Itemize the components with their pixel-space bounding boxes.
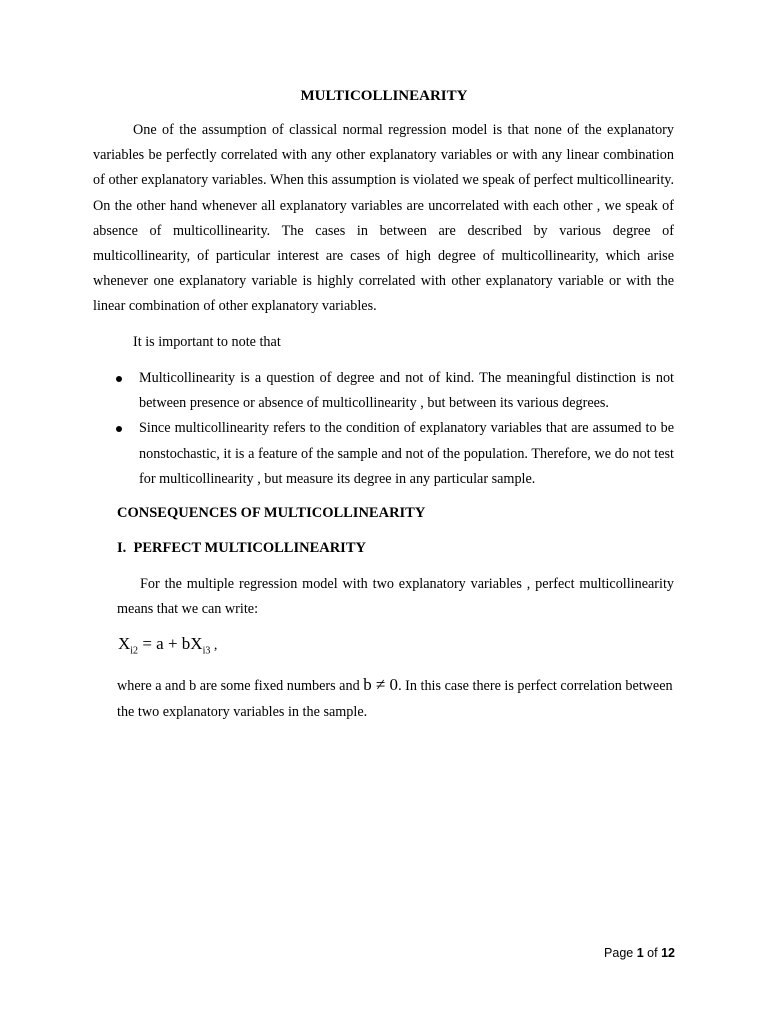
bullet-text: Multicollinearity is a question of degree and not of kind. The meaningful distinction is not between presence or absence of multicollinearity , but between its various degrees.: [139, 370, 674, 412]
where-text-before: where a and b are some fixed numbers and: [117, 678, 364, 694]
subsection-heading: I. PERFECT MULTICOLLINEARITY: [117, 540, 366, 556]
list-item: [93, 416, 674, 492]
formula-rhs-subscript: i3: [202, 645, 211, 657]
intro-paragraph: One of the assumption of classical normal regression model is that none of the explanatory variables be perfectly correlated with any other explanatory variables or with any linear combination of other explanatory variables. When this assumption is violated we speak of perfect multicollinearity. On the other hand whenever all explanatory variables are uncorrelated with each other , we speak of absence of multicollinearity. The cases in between are described by various degree of multicollinearity, of particular interest are cases of high degree of multicollinearity, which arise whenever one explanatory variable is highly correlated with other explanatory variable or with the linear combination of other explanatory variables.: [93, 122, 674, 315]
bullet-text: Since multicollinearity refers to the condition of explanatory variables that are assumed to be nonstochastic, it is a feature of the sample and not of the population. Therefore, we do not test for multicollinearity , but measure its degree in any particular sample.: [139, 420, 674, 487]
formula-rhs: = a + bX: [138, 634, 203, 653]
bullet-list: [93, 366, 674, 492]
where-math: b ≠ 0: [363, 675, 399, 694]
bullet-icon: [116, 376, 122, 382]
formula: [118, 634, 217, 656]
page-number: [604, 946, 675, 960]
perfect-multicollinearity-paragraph: For the multiple regression model with two explanatory variables , perfect multicollinearity means that we can write:: [117, 576, 674, 618]
where-text-after: . In this case there is perfect correlation between the two explanatory variables in the sample.: [117, 678, 673, 720]
bullet-icon: [116, 426, 122, 432]
page-word: Page: [604, 946, 634, 960]
page-of: of: [647, 946, 658, 960]
document-title: MULTICOLLINEARITY: [300, 88, 468, 104]
formula-trail: ,: [210, 638, 218, 653]
formula-lhs: X: [118, 634, 131, 653]
note-lead: It is important to note that: [133, 334, 281, 350]
list-item: [93, 366, 674, 416]
where-paragraph: [117, 672, 674, 725]
formula-lhs-subscript: i2: [130, 645, 139, 657]
page-total: 12: [661, 946, 675, 960]
page-current: 1: [636, 946, 644, 960]
section-heading: CONSEQUENCES OF MULTICOLLINEARITY: [117, 505, 426, 521]
